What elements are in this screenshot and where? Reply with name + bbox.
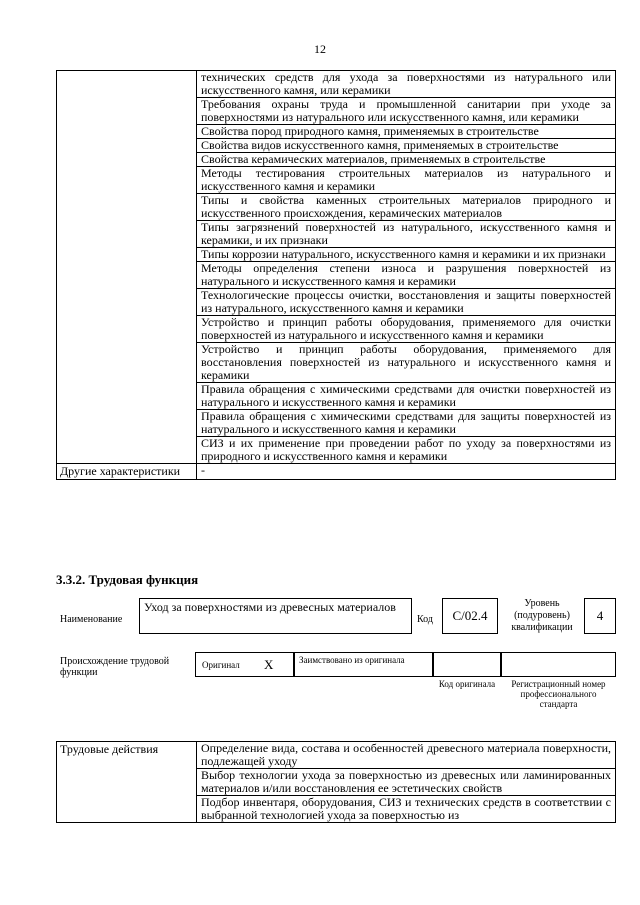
function-name: Уход за поверхностями из древесных материалов [144,600,396,614]
reg-number-caption: Регистрационный номер профессионального стандарта [511,679,606,709]
table-row [57,464,616,480]
table-row [57,742,616,769]
table-cell: Свойства видов искусственного камня, применяемых в строительстве [197,139,616,153]
table-cell: Определение вида, состава и особенностей древесного материала поверхности, подлежащей уходу [197,742,616,769]
level-label: Уровень (подуровень) квалификации [511,598,573,633]
function-name-box [139,598,412,634]
name-label: Наименование [60,614,123,625]
reg-number-cell [501,652,616,677]
table-cell: Типы коррозии натурального, искусственного камня и керамики и их признаки [197,248,616,262]
borrowed-cell [294,652,433,677]
page-number: 12 [314,42,326,56]
origin-label: Происхождение трудовой функции [60,656,170,678]
original-cell [195,652,294,677]
code-original-caption: Код оригинала [438,679,496,689]
table-cell: Методы тестирования строительных материалов из натурального и искусственного камня и керамики [197,167,616,194]
code-original-cell [433,652,501,677]
table-cell: Выбор технологии ухода за поверхностью из древесных или ламинированных материалов и/или восстановления ее эстетических свойств [197,769,616,796]
code-value: C/02.4 [452,608,488,623]
table-cell: Устройство и принцип работы оборудования, применяемого для восстановления поверхностей из натурального и искусственного камня и керамики [197,343,616,383]
level-value: 4 [596,608,604,623]
table-cell: Типы и свойства каменных строительных материалов природного и искусственного происхождения, керамических материалов [197,194,616,221]
table-cell: технических средств для ухода за поверхностями из натурального или искусственного камня, или керамики [197,71,616,98]
table-cell: Свойства керамических материалов, применяемых в строительстве [197,153,616,167]
table-cell: СИЗ и их применение при проведении работ по уходу за поверхностями из природного и искусственного камня и керамики [197,437,616,464]
table-cell: Правила обращения с химическими средствами для очистки поверхностей из натурального и искусственного камня и керамики [197,383,616,410]
original-mark: X [264,657,274,672]
table-cell: Типы загрязнений поверхностей из натурального, искусственного камня и керамики, и их признаки [197,221,616,248]
labor-actions-label: Трудовые действия [57,742,197,823]
labor-actions-table [56,741,616,823]
original-label: Оригинал [202,660,240,670]
table-cell: Требования охраны труда и промышленной санитарии при уходе за поверхностями из натурального или искусственного камня, или керамики [197,98,616,125]
other-characteristics-label: Другие характеристики [57,464,197,480]
table-cell: Правила обращения с химическими средствами для защиты поверхностей из натурального и искусственного камня и керамики [197,410,616,437]
code-label: Код [417,614,433,625]
table-cell: Технологические процессы очистки, восстановления и защиты поверхностей из натурального, искусственного камня и керамики [197,289,616,316]
table-cell: Свойства пород природного камня, применяемых в строительстве [197,125,616,139]
table-cell: Методы определения степени износа и разрушения поверхностей из натурального и искусственного камня и керамики [197,262,616,289]
section-heading: 3.3.2. Трудовая функция [56,572,199,587]
code-value-box [442,598,498,634]
table-cell: Подбор инвентаря, оборудования, СИЗ и технических средств в соответствии с выбранной технологией ухода за поверхностью из [197,796,616,823]
table-cell: Устройство и принцип работы оборудования, применяемого для очистки поверхностей из натурального и искусственного камня и керамики [197,316,616,343]
empty-label-cell [57,71,197,464]
knowledge-table [56,70,616,480]
borrowed-label: Заимствовано из оригинала [299,655,405,665]
table-row [57,71,616,98]
level-value-box [584,598,616,634]
other-characteristics-value: - [197,464,616,480]
